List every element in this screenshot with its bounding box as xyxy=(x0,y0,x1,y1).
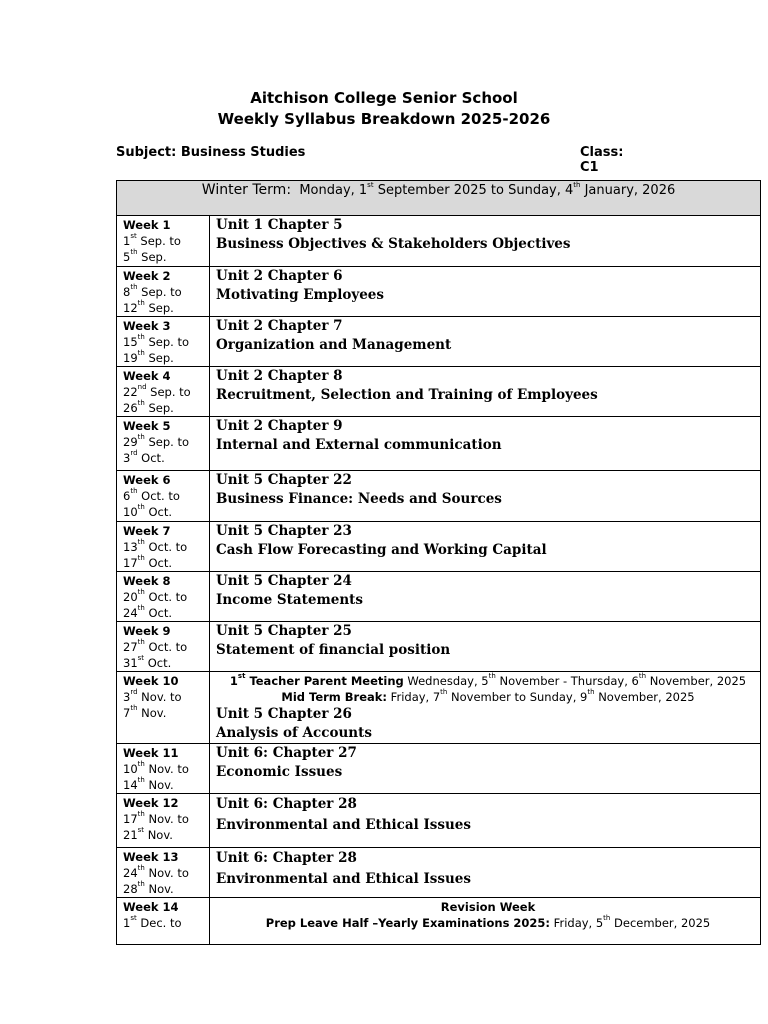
content-cell xyxy=(210,367,761,417)
week-dates-start: 22nd Sep. to xyxy=(123,383,191,399)
revision-week-label: Revision Week xyxy=(440,900,536,914)
week-label: Week 13 xyxy=(123,850,179,864)
content-cell xyxy=(210,216,761,267)
week-dates-end: 14th Nov. xyxy=(123,776,174,792)
week-cell xyxy=(117,794,210,848)
week-dates-start: 20th Oct. to xyxy=(123,588,188,604)
week-cell xyxy=(117,417,210,471)
unit-chapter: Unit 2 Chapter 7 xyxy=(216,318,343,334)
unit-chapter: Unit 1 Chapter 5 xyxy=(216,217,343,233)
table-row xyxy=(117,848,761,898)
unit-chapter: Unit 5 Chapter 25 xyxy=(216,623,352,639)
week-cell xyxy=(117,216,210,267)
chapter-topic: Statement of financial position xyxy=(216,642,451,658)
week-cell xyxy=(117,572,210,622)
content-cell xyxy=(210,572,761,622)
week-dates-start: 6th Oct. to xyxy=(123,487,180,503)
week-cell xyxy=(117,471,210,522)
week-cell xyxy=(117,744,210,794)
content-cell xyxy=(210,417,761,471)
school-name: Aitchison College Senior School xyxy=(250,89,518,107)
week-dates-start: 3rd Nov. to xyxy=(123,688,182,704)
content-cell xyxy=(210,794,761,848)
content-cell xyxy=(210,744,761,794)
unit-chapter: Unit 6: Chapter 28 xyxy=(216,796,357,812)
week-dates-end: 10th Oct. xyxy=(123,503,173,519)
table-row xyxy=(117,744,761,794)
chapter-topic: Business Objectives & Stakeholders Objectives xyxy=(216,236,571,252)
week-dates-start: 27th Oct. to xyxy=(123,638,188,654)
week-cell xyxy=(117,522,210,572)
content-cell xyxy=(210,898,761,945)
unit-chapter: Unit 2 Chapter 9 xyxy=(216,418,343,434)
week-label: Week 12 xyxy=(123,796,179,810)
week-dates-start: 24th Nov. to xyxy=(123,864,189,880)
week-cell xyxy=(117,367,210,417)
term-dates: Monday, 1st September 2025 to Sunday, 4th January, 2026 xyxy=(299,181,676,198)
week-label: Week 2 xyxy=(123,269,171,283)
chapter-topic: Analysis of Accounts xyxy=(216,725,372,741)
week-dates-start: 29th Sep. to xyxy=(123,433,190,449)
week-dates-end: 5th Sep. xyxy=(123,248,167,264)
week-cell xyxy=(117,622,210,672)
table-row xyxy=(117,672,761,744)
week-dates-start: 10th Nov. to xyxy=(123,760,189,776)
content-cell xyxy=(210,471,761,522)
chapter-topic: Organization and Management xyxy=(216,337,452,353)
table-row xyxy=(117,794,761,848)
table-row xyxy=(117,267,761,317)
chapter-topic: Business Finance: Needs and Sources xyxy=(216,491,502,507)
week-dates-start: 1st Sep. to xyxy=(123,232,181,248)
table-row xyxy=(117,367,761,417)
table-row xyxy=(117,572,761,622)
content-cell xyxy=(210,672,761,744)
content-cell xyxy=(210,848,761,898)
unit-chapter: Unit 2 Chapter 6 xyxy=(216,268,343,284)
subject-class-line xyxy=(116,145,646,175)
teacher-parent-meeting-notice: 1st Teacher Parent Meeting Wednesday, 5th November - Thursday, 6th November, 2025 xyxy=(229,672,747,688)
week-dates-end: 19th Sep. xyxy=(123,349,174,365)
chapter-topic: Cash Flow Forecasting and Working Capital xyxy=(216,542,547,558)
term-header-cell xyxy=(117,181,761,216)
unit-chapter: Unit 6: Chapter 27 xyxy=(216,745,357,761)
content-cell xyxy=(210,267,761,317)
chapter-topic: Environmental and Ethical Issues xyxy=(216,871,471,887)
table-row xyxy=(117,317,761,367)
table-row xyxy=(117,417,761,471)
chapter-topic: Internal and External communication xyxy=(216,437,502,453)
week-dates-start: 1st Dec. to xyxy=(123,914,182,930)
table-row xyxy=(117,471,761,522)
week-dates-end: 26th Sep. xyxy=(123,399,174,415)
chapter-topic: Motivating Employees xyxy=(216,287,384,303)
table-row xyxy=(117,216,761,267)
document-title xyxy=(0,88,768,130)
week-label: Week 5 xyxy=(123,419,171,433)
unit-chapter: Unit 5 Chapter 22 xyxy=(216,472,352,488)
week-dates-start: 15th Sep. to xyxy=(123,333,190,349)
term-label: Winter Term: xyxy=(201,182,292,198)
week-dates-start: 8th Sep. to xyxy=(123,283,182,299)
table-row xyxy=(117,522,761,572)
week-cell xyxy=(117,848,210,898)
week-label: Week 3 xyxy=(123,319,171,333)
syllabus-table xyxy=(116,180,761,945)
subject-label: Subject: Business Studies xyxy=(116,145,306,160)
unit-chapter: Unit 5 Chapter 24 xyxy=(216,573,352,589)
chapter-topic: Economic Issues xyxy=(216,764,343,780)
unit-chapter: Unit 5 Chapter 26 xyxy=(216,706,352,722)
week-dates-end: 24th Oct. xyxy=(123,604,173,620)
content-cell xyxy=(210,522,761,572)
week-label: Week 1 xyxy=(123,218,171,232)
week-dates-end: 3rd Oct. xyxy=(123,449,165,465)
week-label: Week 10 xyxy=(123,674,179,688)
week-cell xyxy=(117,672,210,744)
week-dates-end: 7th Nov. xyxy=(123,704,167,720)
week-dates-end: 21st Nov. xyxy=(123,826,173,842)
class-label: Class: C1 xyxy=(580,145,624,175)
mid-term-break-notice: Mid Term Break: Friday, 7th November to Sunday, 9th November, 2025 xyxy=(281,688,695,704)
week-label: Week 4 xyxy=(123,369,171,383)
content-cell xyxy=(210,317,761,367)
week-cell xyxy=(117,898,210,945)
unit-chapter: Unit 5 Chapter 23 xyxy=(216,523,352,539)
chapter-topic: Income Statements xyxy=(216,592,364,608)
week-label: Week 14 xyxy=(123,900,179,914)
week-label: Week 7 xyxy=(123,524,171,538)
week-dates-end: 28th Nov. xyxy=(123,880,174,896)
chapter-topic: Environmental and Ethical Issues xyxy=(216,817,471,833)
content-cell xyxy=(210,622,761,672)
term-header-row xyxy=(117,181,761,216)
chapter-topic: Recruitment, Selection and Training of Employees xyxy=(216,387,598,403)
week-cell xyxy=(117,267,210,317)
week-dates-end: 17th Oct. xyxy=(123,554,173,570)
week-dates-end: 12th Sep. xyxy=(123,299,174,315)
week-cell xyxy=(117,317,210,367)
breakdown-title: Weekly Syllabus Breakdown 2025-2026 xyxy=(217,110,551,128)
week-dates-start: 13th Oct. to xyxy=(123,538,188,554)
week-dates-start: 17th Nov. to xyxy=(123,810,189,826)
table-row xyxy=(117,898,761,945)
unit-chapter: Unit 6: Chapter 28 xyxy=(216,850,357,866)
prep-leave-notice: Prep Leave Half –Yearly Examinations 2025: Friday, 5th December, 2025 xyxy=(265,914,711,930)
week-label: Week 11 xyxy=(123,746,179,760)
week-dates-end: 31st Oct. xyxy=(123,654,172,670)
unit-chapter: Unit 2 Chapter 8 xyxy=(216,368,343,384)
week-label: Week 9 xyxy=(123,624,171,638)
table-row xyxy=(117,622,761,672)
week-label: Week 6 xyxy=(123,473,171,487)
week-label: Week 8 xyxy=(123,574,171,588)
